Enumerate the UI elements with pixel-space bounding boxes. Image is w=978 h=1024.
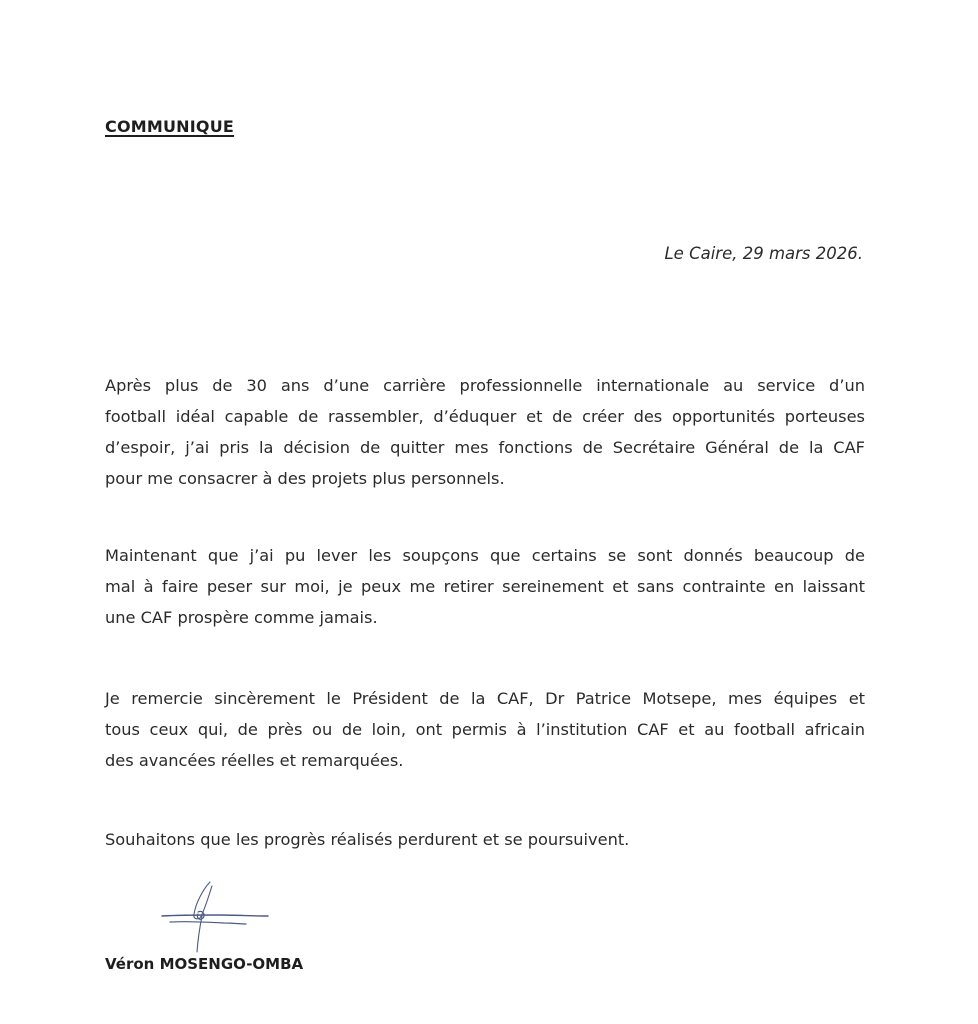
paragraph-line: pour me consacrer à des projets plus personnels. [105,469,505,488]
paragraph-line: Je remercie sincèrement le Président de la CAF, Dr Patrice Motsepe, mes équipes et [105,689,865,708]
paragraph-line: une CAF prospère comme jamais. [105,608,378,627]
paragraph-thanks [105,683,865,776]
paragraph-line: Après plus de 30 ans d’une carrière professionnelle internationale au service d’un [105,376,865,395]
paragraph-closing [105,824,865,855]
paragraph-line: d’espoir, j’ai pris la décision de quitter mes fonctions de Secrétaire Général de la CAF [105,438,865,457]
paragraph-line: Maintenant que j’ai pu lever les soupçons que certains se sont donnés beaucoup de [105,546,865,565]
paragraph-line: football idéal capable de rassembler, d’éduquer et de créer des opportunités porteuses [105,407,865,426]
place-and-date: Le Caire, 29 mars 2026. [664,244,863,263]
paragraph-line: tous ceux qui, de près ou de loin, ont permis à l’institution CAF et au football africain [105,720,865,739]
paragraph-suspicions [105,540,865,633]
document-title: COMMUNIQUE [105,117,235,136]
paragraph-resignation [105,370,865,494]
paragraph-line: Souhaitons que les progrès réalisés perdurent et se poursuivent. [105,830,630,849]
signer-name: Véron MOSENGO-OMBA [105,955,304,973]
paragraph-line: des avancées réelles et remarquées. [105,751,404,770]
paragraph-line: mal à faire peser sur moi, je peux me retirer sereinement et sans contrainte en laissant [105,577,865,596]
signature-icon [160,878,280,958]
